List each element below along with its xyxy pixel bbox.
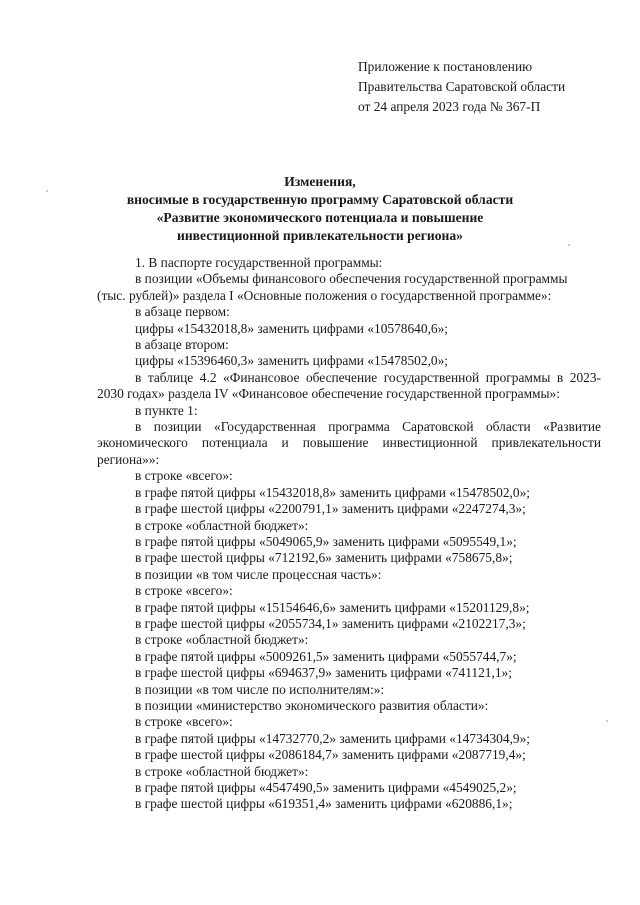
- title-line-1: Изменения,: [284, 174, 356, 189]
- appendix-line-2: Правительства Саратовской области: [358, 79, 566, 94]
- scan-speck: [568, 244, 570, 246]
- paragraph: в графе пятой цифры «15432018,8» заменить цифрами «15478502,0»;: [135, 484, 531, 500]
- paragraph: в графе пятой цифры «14732770,2» заменить цифрами «14734304,9»;: [135, 730, 531, 746]
- appendix-line-1: Приложение к постановлению: [358, 59, 533, 74]
- paragraph: в строке «областной бюджет»:: [135, 763, 309, 779]
- paragraph: в строке «областной бюджет»:: [135, 517, 309, 533]
- paragraph: в графе шестой цифры «712192,6» заменить цифрами «758675,8»;: [135, 550, 513, 566]
- paragraph: в позиции «в том числе процессная часть»:: [135, 566, 382, 582]
- title-line-3: «Развитие экономического потенциала и повышение: [156, 210, 484, 225]
- paragraph: в графе шестой цифры «2200791,1» заменить цифрами «2247274,3»;: [135, 501, 526, 517]
- title-line-4: инвестиционной привлекательности региона»: [177, 228, 463, 243]
- paragraph: в строке «всего»:: [135, 468, 233, 484]
- paragraph: в позиции «Объемы финансового обеспечения государственной программы: [135, 271, 568, 287]
- paragraph: в строке «всего»:: [135, 583, 233, 599]
- paragraph: в позиции «министерство экономического развития области»:: [135, 697, 489, 713]
- appendix-note: [358, 57, 565, 117]
- paragraph: в графе шестой цифры «2055734,1» заменить цифрами «2102217,3»;: [135, 615, 526, 631]
- paragraph: в графе шестой цифры «619351,4» заменить цифрами «620886,1»;: [135, 796, 513, 812]
- paragraph: (тыс. рублей)» раздела I «Основные положения о государственной программе»:: [97, 287, 552, 303]
- paragraph: цифры «15396460,3» заменить цифрами «15478502,0»;: [135, 353, 449, 369]
- paragraph: в абзаце втором:: [135, 337, 229, 353]
- paragraph: цифры «15432018,8» заменить цифрами «10578640,6»;: [135, 320, 449, 336]
- paragraph: в графе шестой цифры «694637,9» заменить цифрами «741121,1»;: [135, 665, 512, 681]
- paragraph: в графе пятой цифры «5009261,5» заменить цифрами «5055744,7»;: [135, 648, 517, 664]
- paragraph: в графе пятой цифры «5049065,9» заменить цифрами «5095549,1»;: [135, 533, 517, 549]
- scan-speck: [46, 190, 48, 192]
- appendix-line-3: от 24 апреля 2023 года № 367-П: [358, 99, 541, 114]
- paragraph: в строке «областной бюджет»:: [135, 632, 309, 648]
- paragraph: в графе пятой цифры «4547490,5» заменить цифрами «4549025,2»;: [135, 780, 517, 795]
- paragraph: в таблице 4.2 «Финансовое обеспечение государственной программы в 2023-2030 годах» раздела IV «Финансовое обеспечение государственной программы»:: [97, 369, 601, 402]
- title-line-2: вносимые в государственную программу Саратовской области: [126, 192, 514, 207]
- paragraph: 1. В паспорте государственной программы:: [135, 255, 383, 270]
- paragraph: в графе пятой цифры «15154646,6» заменить цифрами «15201129,8»;: [135, 599, 530, 615]
- document-title: [60, 173, 580, 245]
- paragraph: в абзаце первом:: [135, 304, 230, 320]
- paragraph: в строке «всего»:: [135, 714, 233, 730]
- paragraph: в пункте 1:: [135, 402, 198, 418]
- paragraph: в позиции «в том числе по исполнителям:»:: [135, 681, 385, 697]
- paragraph: в позиции «Государственная программа Саратовской области «Развитие экономического потенциала и повышение инвестиционной привлекательности региона»»:: [97, 419, 601, 467]
- scan-speck: [606, 720, 608, 722]
- paragraph: в графе шестой цифры «2086184,7» заменить цифрами «2087719,4»;: [135, 747, 526, 763]
- document-body: [97, 255, 601, 813]
